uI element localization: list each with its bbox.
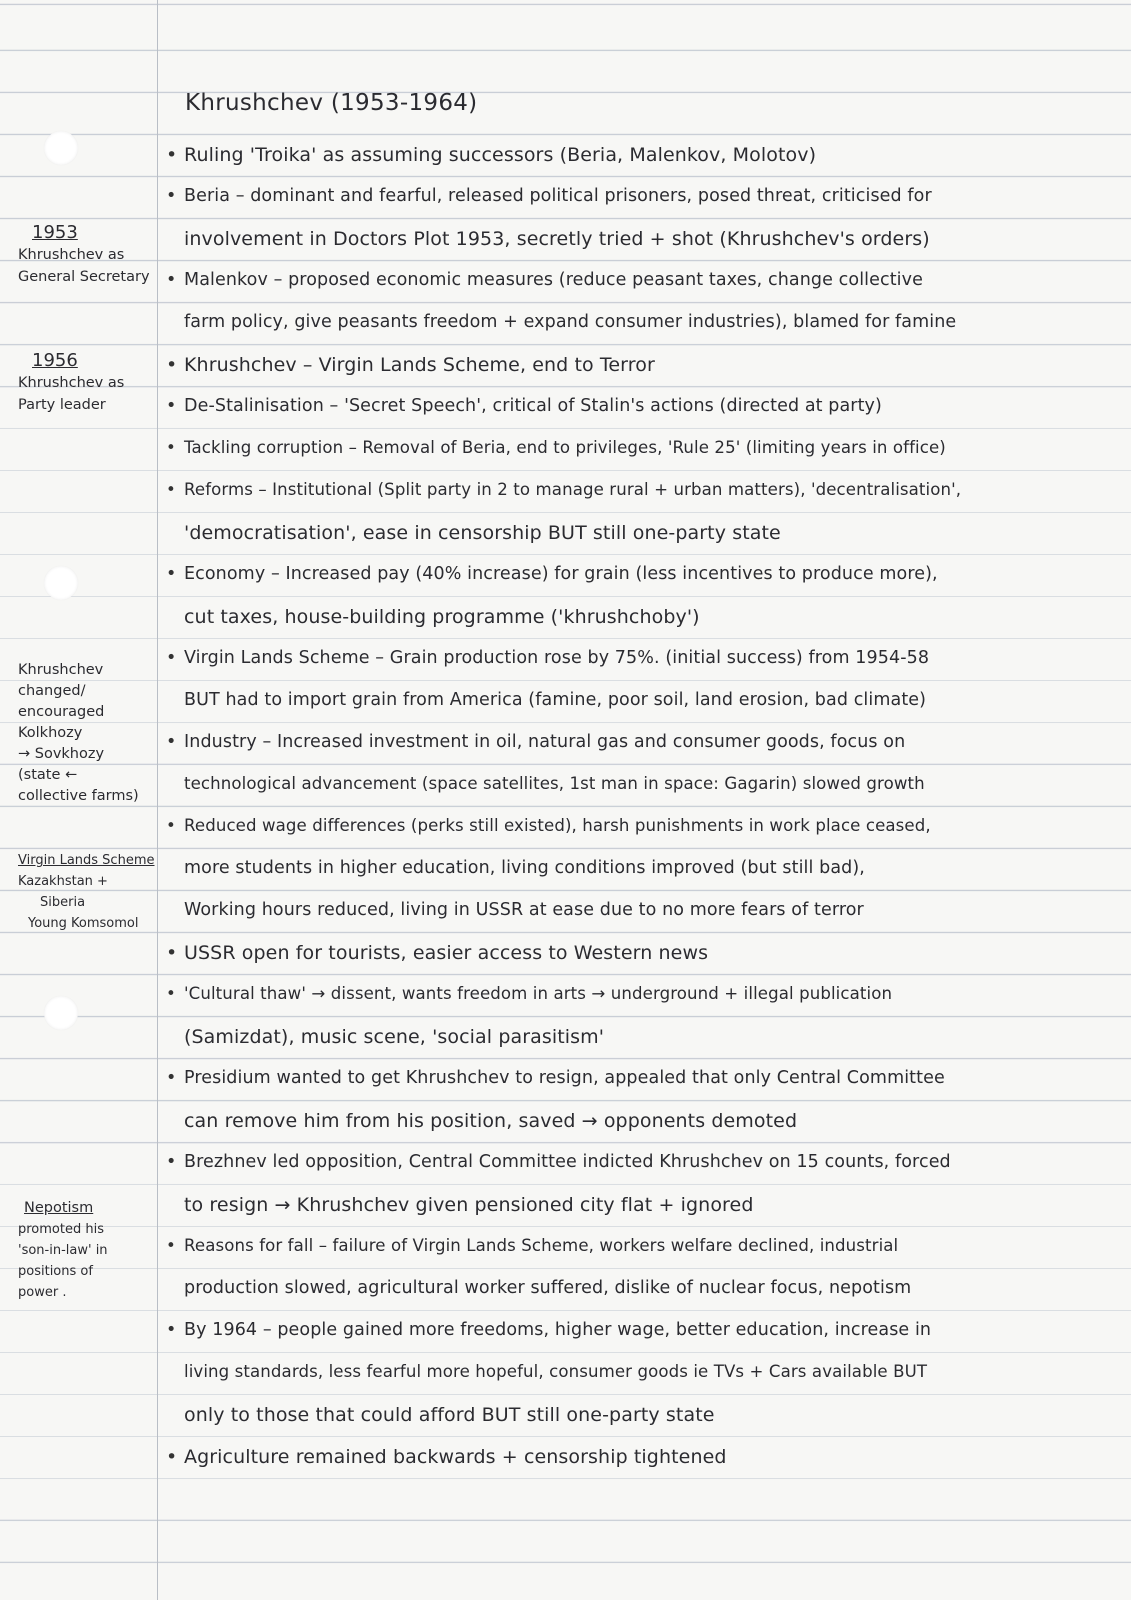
- margin-note-heading: 1953: [32, 222, 78, 243]
- note-line: • Industry – Increased investment in oil, natural gas and consumer goods, focus on: [166, 732, 906, 752]
- note-line: • Reduced wage differences (perks still existed), harsh punishments in work place ceased,: [166, 816, 931, 835]
- margin-note-1953: [18, 222, 158, 288]
- note-line: farm policy, give peasants freedom + expand consumer industries), blamed for famine: [184, 312, 957, 332]
- note-line: 'democratisation', ease in censorship BUT still one-party state: [184, 522, 781, 544]
- margin-note-heading: Nepotism: [24, 1200, 94, 1216]
- margin-note-line: Khrushchev: [18, 662, 104, 678]
- note-line: • Presidium wanted to get Khrushchev to resign, appealed that only Central Committee: [166, 1068, 945, 1088]
- note-line: • Economy – Increased pay (40% increase) for grain (less incentives to produce more),: [166, 564, 938, 584]
- margin-note-line: collective farms): [18, 788, 139, 804]
- note-line: BUT had to import grain from America (famine, poor soil, land erosion, bad climate): [184, 690, 927, 710]
- margin-note-line: Party leader: [18, 397, 106, 413]
- margin-note-line: Siberia: [40, 895, 86, 910]
- margin-note-line: promoted his: [18, 1222, 104, 1237]
- margin-note-line: Kazakhstan +: [18, 874, 108, 889]
- margin-note-line: changed/: [18, 683, 86, 699]
- margin-note-line: 'son-in-law' in: [18, 1243, 108, 1258]
- note-line: • USSR open for tourists, easier access to Western news: [166, 942, 709, 964]
- margin-note-line: Kolkhozy: [18, 725, 83, 741]
- note-line: production slowed, agricultural worker suffered, dislike of nuclear focus, nepotism: [184, 1278, 912, 1298]
- margin-note-line: (state ←: [18, 767, 78, 783]
- page-title: Khrushchev (1953-1964): [185, 90, 478, 116]
- note-line: • Tackling corruption – Removal of Beria, end to privileges, 'Rule 25' (limiting years in office): [166, 438, 946, 457]
- note-line: involvement in Doctors Plot 1953, secretly tried + shot (Khrushchev's orders): [184, 228, 930, 250]
- punch-hole: [44, 131, 78, 165]
- note-line: • Brezhnev led opposition, Central Committee indicted Khrushchev on 15 counts, forced: [166, 1152, 951, 1172]
- note-line: • Ruling 'Troika' as assuming successors (Beria, Malenkov, Molotov): [166, 144, 817, 166]
- note-line: • Malenkov – proposed economic measures (reduce peasant taxes, change collective: [166, 270, 923, 290]
- note-line: cut taxes, house-building programme ('khrushchoby'): [184, 606, 700, 628]
- margin-note-collective-farms: [18, 660, 158, 807]
- note-line: only to those that could afford BUT still one-party state: [184, 1404, 715, 1426]
- note-line: to resign → Khrushchev given pensioned city flat + ignored: [184, 1194, 754, 1216]
- note-line: • 'Cultural thaw' → dissent, wants freedom in arts → underground + illegal publication: [166, 984, 893, 1003]
- note-line: • De-Stalinisation – 'Secret Speech', critical of Stalin's actions (directed at party): [166, 396, 882, 416]
- punch-hole: [44, 996, 78, 1030]
- note-line: • Reforms – Institutional (Split party in 2 to manage rural + urban matters), 'decentralisation',: [166, 480, 962, 499]
- margin-note-nepotism: [18, 1198, 158, 1303]
- margin-note-virgin-lands: [18, 850, 158, 934]
- margin-note-line: positions of: [18, 1264, 93, 1279]
- margin-note-line: General Secretary: [18, 269, 150, 285]
- margin-note-line: Young Komsomol: [28, 916, 139, 931]
- note-line: • Beria – dominant and fearful, released political prisoners, posed threat, criticised for: [166, 186, 932, 206]
- margin-note-line: Khrushchev as: [18, 375, 125, 391]
- note-line: • Agriculture remained backwards + censorship tightened: [166, 1446, 727, 1468]
- margin-note-heading: Virgin Lands Scheme: [18, 853, 155, 868]
- note-line: (Samizdat), music scene, 'social parasitism': [184, 1026, 605, 1048]
- margin-note-line: Khrushchev as: [18, 247, 125, 263]
- note-line: technological advancement (space satellites, 1st man in space: Gagarin) slowed growth: [184, 774, 925, 793]
- margin-note-line: encouraged: [18, 704, 105, 720]
- note-line: • By 1964 – people gained more freedoms, higher wage, better education, increase in: [166, 1320, 932, 1340]
- margin-note-1956: [18, 350, 158, 416]
- note-line: living standards, less fearful more hopeful, consumer goods ie TVs + Cars available BUT: [184, 1362, 928, 1381]
- punch-hole: [44, 566, 78, 600]
- note-line: Working hours reduced, living in USSR at ease due to no more fears of terror: [184, 900, 864, 920]
- note-line: • Reasons for fall – failure of Virgin Lands Scheme, workers welfare declined, industrial: [166, 1236, 899, 1255]
- note-line: • Virgin Lands Scheme – Grain production rose by 75%. (initial success) from 1954-58: [166, 648, 930, 668]
- margin-note-line: power .: [18, 1285, 67, 1300]
- note-line: can remove him from his position, saved → opponents demoted: [184, 1110, 798, 1132]
- note-line: more students in higher education, living conditions improved (but still bad),: [184, 858, 865, 878]
- margin-note-line: → Sovkhozy: [18, 746, 105, 762]
- margin-note-heading: 1956: [32, 350, 78, 371]
- note-line: • Khrushchev – Virgin Lands Scheme, end to Terror: [166, 354, 655, 376]
